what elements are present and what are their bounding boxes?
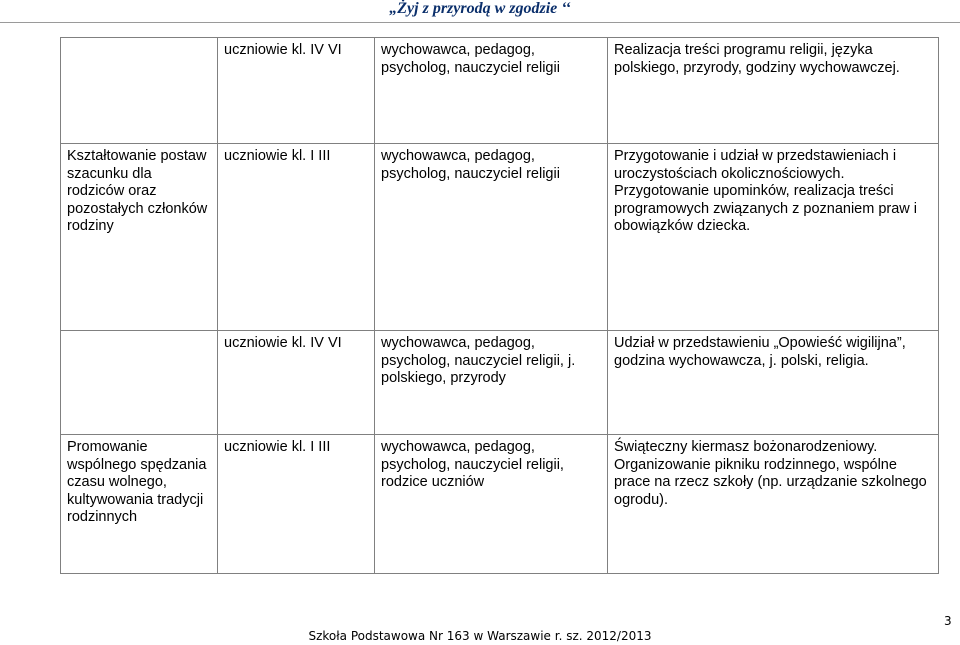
cell-participants: uczniowie kl. IV VI [218, 38, 375, 144]
program-table [60, 37, 939, 574]
document-header-title: „Żyj z przyrodą w zgodzie ‘‘ [389, 0, 571, 17]
table-row [61, 435, 939, 574]
table-row [61, 38, 939, 144]
cell-method: Udział w przedstawieniu „Opowieść wigilijna”, godzina wychowawcza, j. polski, religia. [608, 331, 939, 435]
cell-area [61, 38, 218, 144]
cell-responsible: wychowawca, pedagog, psycholog, nauczyciel religii [375, 38, 608, 144]
cell-area [61, 331, 218, 435]
cell-responsible: wychowawca, pedagog, psycholog, nauczyciel religii [375, 144, 608, 331]
cell-participants: uczniowie kl. I III [218, 435, 375, 574]
cell-participants: uczniowie kl. I III [218, 144, 375, 331]
cell-method: Świąteczny kiermasz bożonarodzeniowy. Organizowanie pikniku rodzinnego, wspólne prace na rzecz szkoły (np. urządzanie szkolnego ogrodu). [608, 435, 939, 574]
cell-method: Realizacja treści programu religii, języka polskiego, przyrody, godziny wychowawczej. [608, 38, 939, 144]
footer-school-text: Szkoła Podstawowa Nr 163 w Warszawie r. sz. 2012/2013 [308, 629, 652, 643]
cell-method: Przygotowanie i udział w przedstawieniach i uroczystościach okolicznościowych. Przygotowanie upominków, realizacja treści programowych związanych z poznaniem praw i obowiązków dziecka. [608, 144, 939, 331]
header-divider [0, 22, 960, 23]
table-row [61, 144, 939, 331]
table-row [61, 331, 939, 435]
cell-responsible: wychowawca, pedagog, psycholog, nauczyciel religii, j. polskiego, przyrody [375, 331, 608, 435]
cell-responsible: wychowawca, pedagog, psycholog, nauczyciel religii, rodzice uczniów [375, 435, 608, 574]
cell-area: Kształtowanie postaw szacunku dla rodziców oraz pozostałych członków rodziny [61, 144, 218, 331]
cell-participants: uczniowie kl. IV VI [218, 331, 375, 435]
cell-area: Promowanie wspólnego spędzania czasu wolnego, kultywowania tradycji rodzinnych [61, 435, 218, 574]
page-number: 3 [944, 614, 952, 628]
